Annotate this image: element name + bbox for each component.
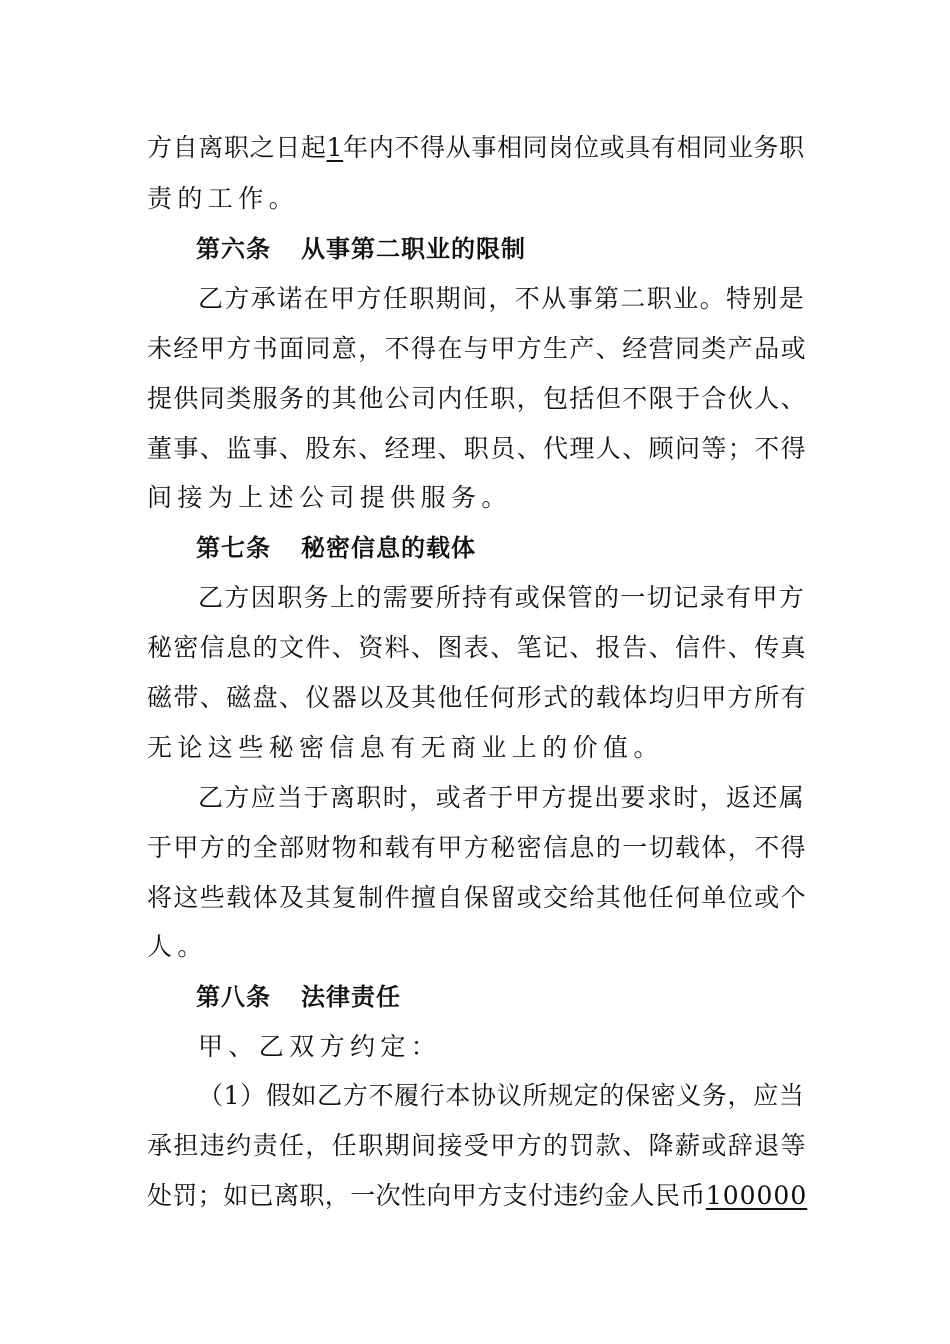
article-number: 第八条	[196, 983, 271, 1011]
text-line: 秘密信息的文件、资料、图表、笔记、报告、信件、传真	[147, 633, 808, 662]
text-line: 责的工作。	[147, 184, 300, 213]
text-segment: 方自离职之日起	[147, 133, 327, 162]
article-number: 第七条	[196, 534, 271, 562]
text-line: 无论这些秘密信息有无商业上的价值。	[147, 733, 664, 762]
article-heading	[196, 234, 526, 264]
text-segment: 处罚；如已离职，一次性向甲方支付违约金人民币	[147, 1181, 706, 1210]
text-line: 磁带、磁盘、仪器以及其他任何形式的载体均归甲方所有	[147, 683, 808, 712]
duration-years-value: 1	[326, 133, 344, 162]
text-line: 甲、乙双方约定：	[198, 1032, 442, 1061]
text-segment: 年内不得从事相同岗位或具有相同业务职	[343, 133, 805, 162]
text-line: 人。	[147, 932, 208, 961]
article-title: 秘密信息的载体	[301, 534, 476, 562]
article-title: 法律责任	[301, 983, 401, 1011]
text-line: 乙方承诺在甲方任职期间，不从事第二职业。特别是	[198, 284, 806, 313]
text-line: 乙方应当于离职时，或者于甲方提出要求时，返还属	[198, 783, 806, 812]
text-line: 于甲方的全部财物和载有甲方秘密信息的一切载体，不得	[147, 833, 808, 862]
article-heading	[196, 533, 476, 563]
text-line: （1）假如乙方不履行本协议所规定的保密义务，应当	[198, 1081, 805, 1110]
text-line: 提供同类服务的其他公司内任职，包括但不限于合伙人、	[147, 384, 808, 413]
article-number: 第六条	[196, 235, 271, 263]
text-line: 承担违约责任，任职期间接受甲方的罚款、降薪或辞退等	[147, 1131, 808, 1160]
text-line: 未经甲方书面同意，不得在与甲方生产、经营同类产品或	[147, 334, 808, 363]
text-line: 将这些载体及其复制件擅自保留或交给其他任何单位或个	[147, 883, 808, 912]
text-line	[147, 1181, 807, 1211]
penalty-amount-value: 100000	[705, 1181, 808, 1210]
article-heading	[196, 982, 401, 1012]
article-title: 从事第二职业的限制	[301, 235, 526, 263]
text-line: 乙方因职务上的需要所持有或保管的一切记录有甲方	[198, 583, 806, 612]
text-line	[147, 133, 805, 163]
text-line: 间接为上述公司提供服务。	[147, 483, 512, 512]
text-line: 董事、监事、股东、经理、职员、代理人、顾问等；不得	[147, 434, 808, 463]
